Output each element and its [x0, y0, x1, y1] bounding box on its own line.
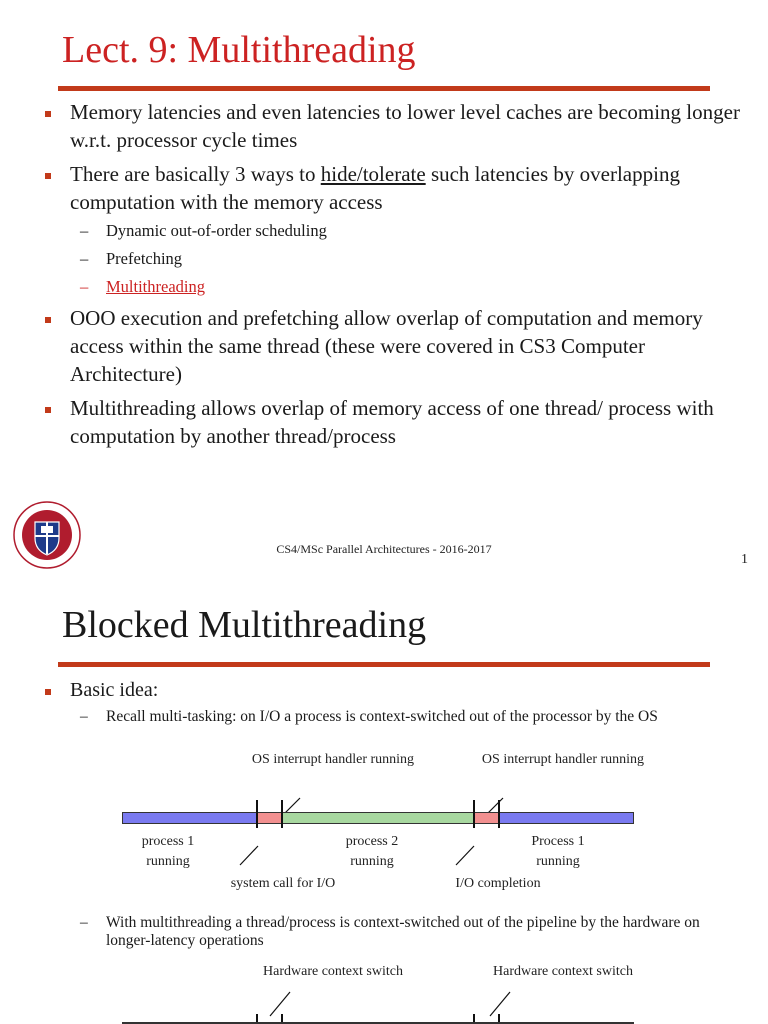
label-hw-switch-right: Hardware context switch [493, 964, 633, 979]
pointer-lines [0, 962, 768, 1024]
sub-item [70, 248, 744, 270]
bullet-square-icon [45, 111, 51, 117]
sub-item-text: With multithreading a thread/process is context-switched out of the pipeline by the hardware on longer-latency operations [106, 914, 700, 949]
dash-icon: – [80, 249, 89, 268]
sub-list [70, 220, 744, 298]
label-process-1: process 1 running [141, 834, 195, 869]
sub-list [70, 914, 744, 950]
sub-item [70, 708, 744, 726]
sub-item [70, 914, 744, 950]
bullet-item-continued [44, 914, 744, 950]
bullet-square-icon [45, 317, 51, 323]
dash-icon: – [80, 277, 89, 296]
dash-icon: – [80, 708, 88, 725]
slide-footer: CS4/MSc Parallel Architectures - 2016-2017 [276, 542, 492, 556]
sub-item-link-text[interactable]: Multithreading [106, 277, 205, 296]
bullet-list [44, 676, 744, 732]
university-crest-icon [12, 500, 82, 570]
bullet-item [44, 160, 744, 298]
label-os-handler-right: OS interrupt handler running [481, 752, 645, 767]
sub-item-highlighted [70, 276, 744, 298]
bullet-square-icon [45, 407, 51, 413]
label-system-call: system call for I/O [230, 876, 336, 891]
title-divider [58, 662, 710, 667]
page-number: 1 [741, 552, 748, 567]
label-io-completion: I/O completion [455, 876, 541, 891]
bullet-text: Memory latencies and even latencies to lower level caches are becoming longer w.r.t. processor cycle times [70, 100, 740, 152]
sub-item-text: Prefetching [106, 249, 183, 268]
bar-process-1 [122, 812, 257, 824]
label-process-2: process 2 running [345, 834, 399, 869]
os-context-switch-diagram [0, 750, 768, 900]
sub-item-text: Dynamic out-of-order scheduling [106, 221, 327, 240]
bar-process-2 [282, 812, 474, 824]
label-os-handler-left: OS interrupt handler running [251, 752, 415, 767]
bar-os-handler-2 [474, 812, 499, 824]
bullet-text: Basic idea: [70, 679, 159, 701]
switch-marker [256, 800, 258, 828]
sub-list [70, 708, 744, 726]
label-process-1-resume: Process 1 running [531, 834, 585, 869]
bullet-square-icon [45, 689, 51, 695]
hardware-context-switch-diagram [0, 962, 768, 1024]
switch-marker [498, 800, 500, 828]
dash-icon: – [80, 221, 89, 240]
switch-marker [473, 800, 475, 828]
switch-marker [281, 800, 283, 828]
label-hw-switch-left: Hardware context switch [263, 964, 403, 979]
bullet-text: OOO execution and prefetching allow overlap of computation and memory access within the same thread (these were covered in CS3 Computer Architecture) [70, 306, 703, 386]
bullet-square-icon [45, 173, 51, 179]
bullet-text-pre: There are basically 3 ways to [70, 162, 321, 186]
bullet-item [44, 676, 744, 726]
sub-item-text: Recall multi-tasking: on I/O a process is context-switched out of the processor by the OS [106, 708, 658, 725]
underlined-term: hide/tolerate [320, 162, 426, 186]
pointer-lines [0, 750, 768, 900]
bar-os-handler-1 [257, 812, 282, 824]
sub-list-continued [44, 914, 744, 956]
bullet-item [44, 304, 744, 388]
slide-title: Blocked Multithreading [62, 604, 427, 646]
slide-title: Lect. 9: Multithreading [62, 29, 416, 71]
bar-process-1-resume [499, 812, 634, 824]
dash-icon: – [80, 914, 88, 931]
bullet-text: Multithreading allows overlap of memory access of one thread/ process with computation by another thread/process [70, 396, 714, 448]
bullet-list [44, 98, 744, 456]
bullet-text-post: such latencies by overlapping computation with the memory access [70, 162, 680, 214]
slide-2 [0, 580, 768, 1024]
sub-item [70, 220, 744, 242]
bullet-item [44, 394, 744, 450]
bullet-item [44, 98, 744, 154]
title-divider [58, 86, 710, 91]
